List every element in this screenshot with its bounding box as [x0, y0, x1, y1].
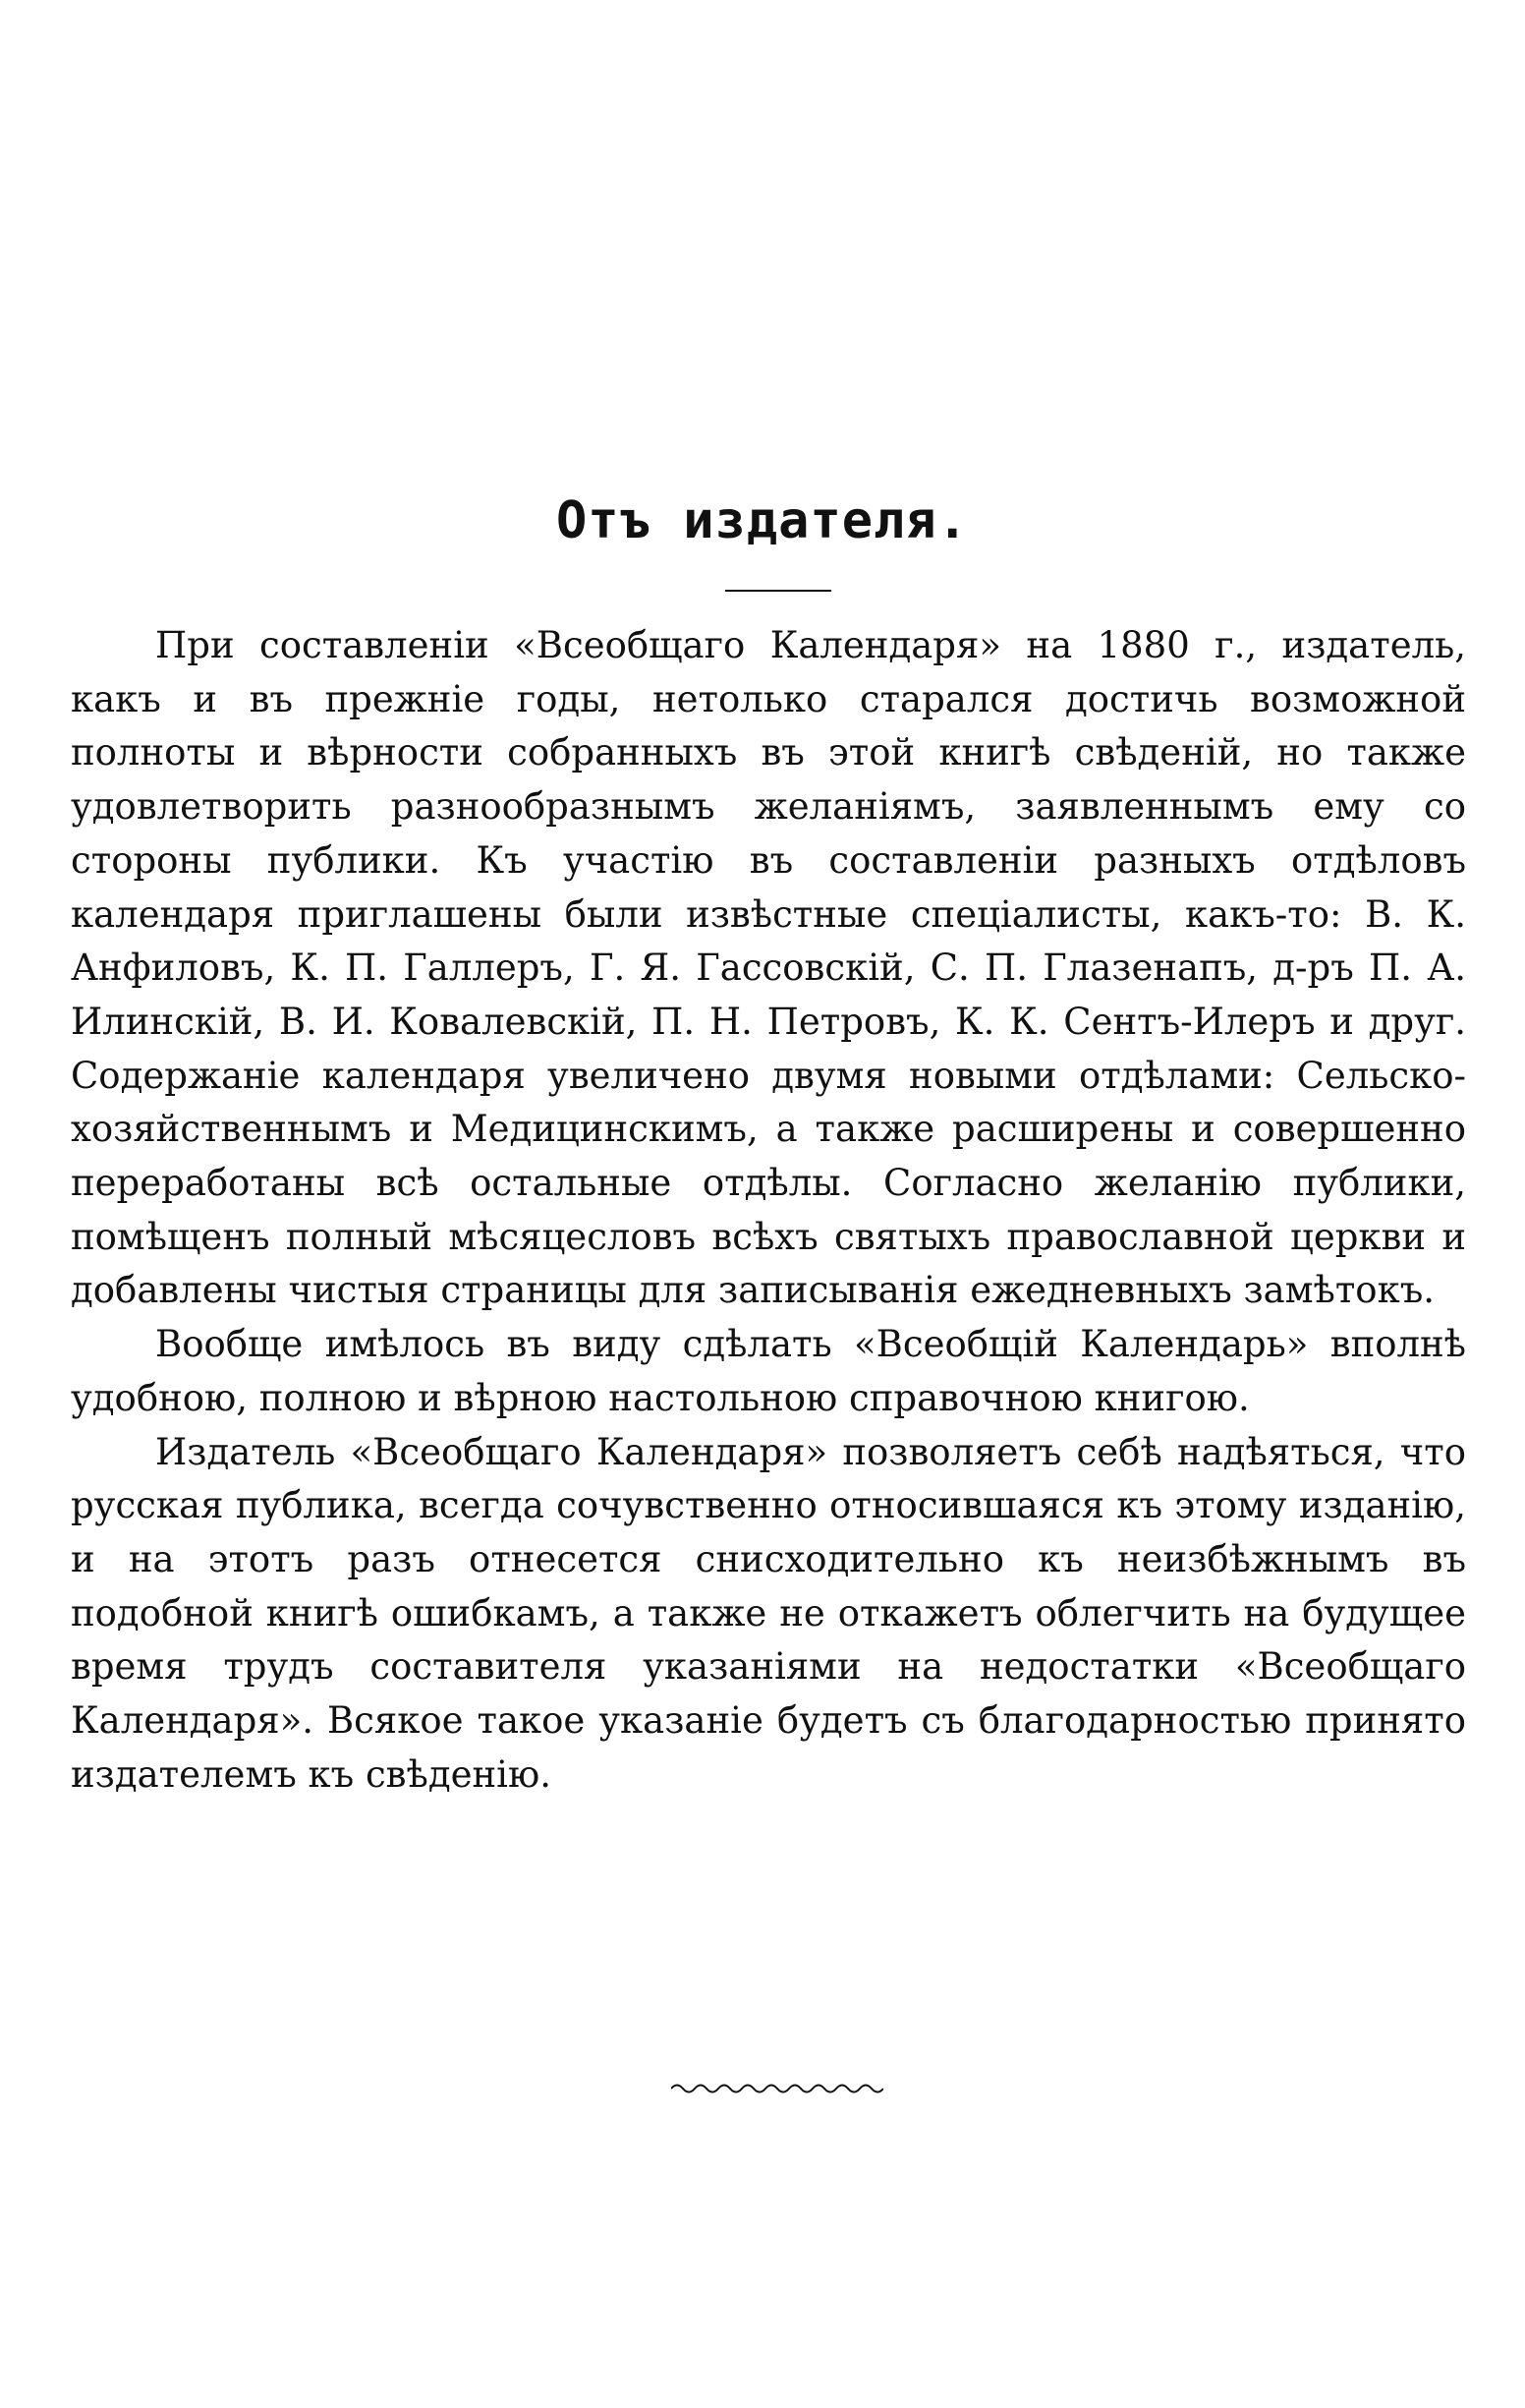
title-divider [725, 590, 831, 592]
paragraph-1: При составленіи «Всеобщаго Календаря» на 1880 г., издатель, какъ и въ прежніе годы, нетолько старался достичь возможной полноты и вѣрности собранныхъ въ этой книгѣ свѣденій, но также удовлетворить разнообразнымъ желаніямъ, заявленнымъ ему со стороны публики. Къ участію въ составленіи разныхъ отдѣловъ календаря приглашены были извѣстные спеціалисты, какъ-то: В. К. Анфиловъ, К. П. Галлеръ, Г. Я. Гассовскій, С. П. Глазенапъ, д-ръ П. А. Илинскій, В. И. Ковалевскій, П. Н. Петровъ, К. К. Сентъ-Илеръ и друг. Содержаніе календаря увеличено двумя новыми отдѣлами: Сельско-хозяйственнымъ и Медицинскимъ, а также расширены и совершенно переработаны всѣ остальные отдѣлы. Согласно желанію публики, помѣщенъ полный мѣсяцесловъ всѣхъ святыхъ православной церкви и добавлены чистыя страницы для записыванія ежедневныхъ замѣтокъ. [71, 624, 1466, 1312]
paragraph-2: Вообще имѣлось въ виду сдѣлать «Всеобщій Календарь» вполнѣ удобною, полною и вѣрною настольною справочною книгою. [71, 1323, 1466, 1419]
paragraph-3: Издатель «Всеобщаго Календаря» позволяетъ себѣ надѣяться, что русская публика, всегда сочувственно относившаяся къ этому изданію, и на этотъ разъ отнесется снисходительно къ неизбѣжнымъ въ подобной книгѣ ошибкамъ, а также не откажетъ облегчить на будущее время трудъ составителя указаніями на недостатки «Всеобщаго Календаря». Всякое такое указаніе будетъ съ благодарностью принято издателемъ къ свѣденію. [71, 1430, 1466, 1796]
body-text [71, 619, 1466, 1802]
page-title: Отъ издателя. [556, 491, 969, 550]
wavy-ornament-icon [671, 2079, 883, 2098]
